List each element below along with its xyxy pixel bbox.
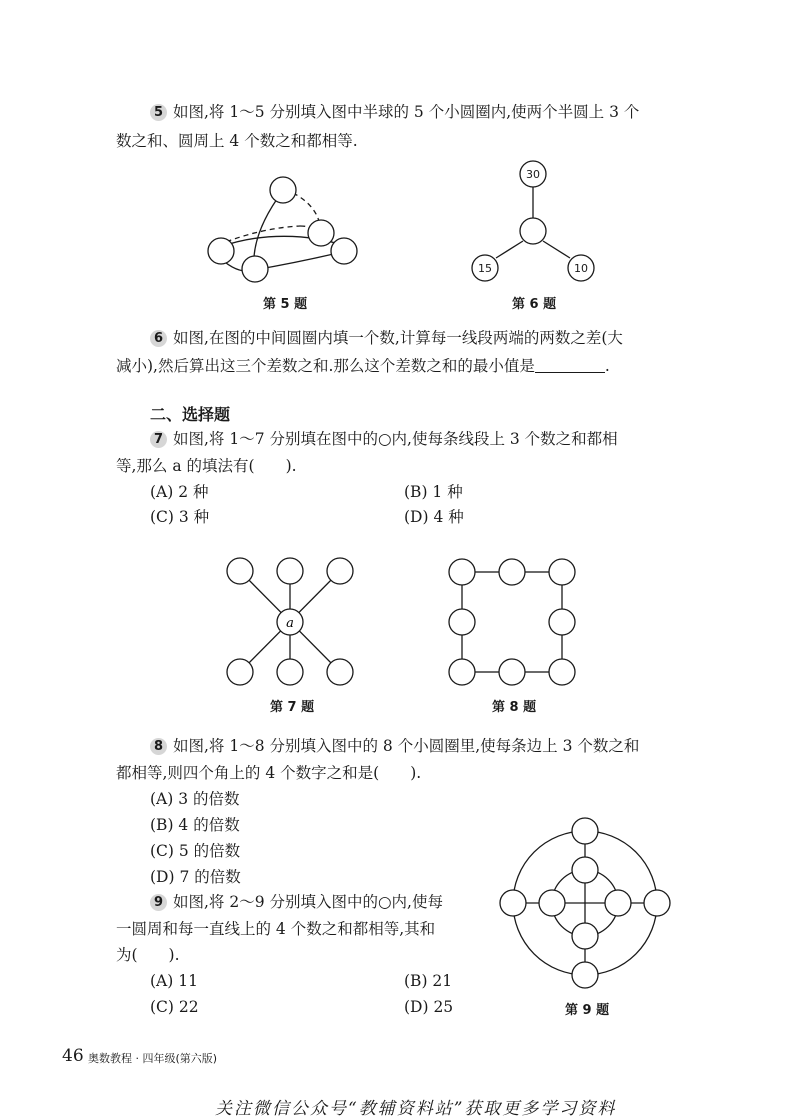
caption-fig5: 第 5 题	[263, 297, 308, 312]
q7-option-b: (B) 1 种	[404, 483, 463, 501]
caption-fig6: 第 6 题	[512, 297, 557, 312]
q6-line2: 减小),然后算出这三个差数之和.那么这个差数之和的最小值是 .	[116, 357, 610, 375]
q8-number: 8	[150, 738, 167, 755]
watermark-text: 关注微信公众号“教辅资料站”获取更多学习资料	[215, 1099, 617, 1119]
fig6-right-value: 10	[574, 262, 588, 275]
book-title: 奥数教程 · 四年级(第六版)	[88, 1052, 218, 1065]
q5-number: 5	[150, 104, 167, 121]
q7-number: 7	[150, 431, 167, 448]
q7-option-c: (C) 3 种	[150, 508, 210, 526]
q8-option-b: (B) 4 的倍数	[150, 816, 240, 834]
section-title: 二、选择题	[150, 405, 231, 424]
q7-option-d: (D) 4 种	[404, 508, 464, 526]
q9-line1: 9 如图,将 2～9 分别填入图中的○内,使每	[150, 891, 443, 913]
q7-option-a: (A) 2 种	[150, 483, 209, 501]
q9-line2: 一圆周和每一直线上的 4 个数之和都相等,其和	[116, 920, 436, 938]
q9-option-c: (C) 22	[150, 998, 199, 1016]
q9-number: 9	[150, 894, 167, 911]
fig7-center-label: a	[286, 616, 294, 631]
q8-option-a: (A) 3 的倍数	[150, 790, 240, 808]
caption-fig8: 第 8 题	[492, 700, 537, 715]
q8-option-c: (C) 5 的倍数	[150, 842, 241, 860]
caption-fig7: 第 7 题	[270, 700, 315, 715]
q8-line2: 都相等,则四个角上的 4 个数字之和是( ).	[116, 764, 422, 782]
fig6-top-value: 30	[526, 168, 540, 181]
q8-line1: 8 如图,将 1～8 分别填入图中的 8 个小圆圈里,使每条边上 3 个数之和	[150, 735, 639, 757]
page-number: 46	[62, 1046, 84, 1066]
q8-option-d: (D) 7 的倍数	[150, 868, 241, 886]
q5-line2: 数之和、圆周上 4 个数之和都相等.	[116, 132, 358, 150]
q9-option-d: (D) 25	[404, 998, 454, 1016]
q9-line3: 为( ).	[116, 946, 180, 964]
q7-line1: 7 如图,将 1～7 分别填在图中的○内,使每条线段上 3 个数之和都相	[150, 428, 618, 450]
q9-option-a: (A) 11	[150, 972, 198, 990]
q5-line1: 5 如图,将 1～5 分别填入图中半球的 5 个小圆圈内,使两个半圆上 3 个	[150, 101, 639, 123]
fig6-left-value: 15	[478, 262, 492, 275]
q6-line1: 6 如图,在图的中间圆圈内填一个数,计算每一线段两端的两数之差(大	[150, 327, 623, 349]
q7-line2: 等,那么 a 的填法有( ).	[116, 457, 297, 475]
q9-option-b: (B) 21	[404, 972, 453, 990]
q6-number: 6	[150, 330, 167, 347]
caption-fig9: 第 9 题	[565, 1003, 610, 1018]
